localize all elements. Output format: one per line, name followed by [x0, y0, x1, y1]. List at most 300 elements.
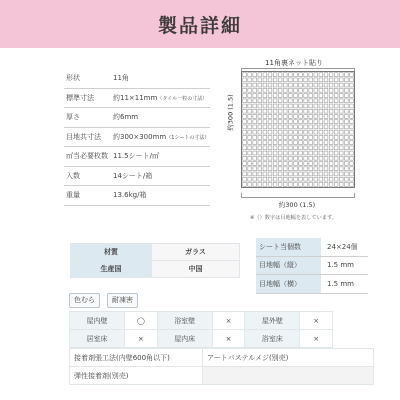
spec-value-text: 約300×300mm [113, 132, 167, 141]
tile-cell [314, 130, 318, 134]
tile-cell [329, 94, 333, 98]
usage-label: 屋内床 [157, 330, 212, 348]
tile-cell [324, 172, 328, 176]
tile-cell [243, 78, 247, 82]
sheet-value: 24×24個 [321, 238, 368, 256]
tile-cell [329, 177, 333, 181]
tile-cell [248, 99, 252, 103]
tile-cell [334, 73, 338, 77]
tile-cell [324, 120, 328, 124]
tile-cell [350, 182, 354, 186]
tile-cell [283, 120, 287, 124]
color-variation-tag: 色むら [69, 293, 100, 308]
tile-cell [248, 125, 252, 129]
tile-cell [319, 94, 323, 98]
tile-cell [314, 88, 318, 92]
tile-sheet-grid [241, 71, 355, 188]
tile-cell [309, 167, 313, 171]
spec-value-text: 約6mm [113, 113, 139, 122]
tile-cell [324, 78, 328, 82]
tile-cell [263, 78, 267, 82]
tile-cell [309, 99, 313, 103]
tile-cell [304, 78, 308, 82]
tile-cell [273, 125, 277, 129]
tile-cell [248, 162, 252, 166]
tile-cell [304, 172, 308, 176]
tile-cell [258, 135, 262, 139]
usage-mark: × [125, 330, 158, 348]
tile-cell [309, 151, 313, 155]
tile-cell [248, 94, 252, 98]
tile-cell [345, 135, 349, 139]
sheet-spec-table [256, 238, 368, 294]
tile-cell [309, 177, 313, 181]
tile-cell [334, 141, 338, 145]
tile-cell [345, 146, 349, 150]
tile-cell [289, 141, 293, 145]
tile-cell [329, 88, 333, 92]
title-banner [0, 0, 400, 48]
tile-cell [294, 151, 298, 155]
tile-cell [339, 135, 343, 139]
tile-cell [243, 73, 247, 77]
tile-cell [299, 78, 303, 82]
tile-cell [334, 115, 338, 119]
tile-cell [283, 99, 287, 103]
tile-cell [273, 109, 277, 113]
tile-cell [243, 151, 247, 155]
tile-cell [278, 83, 282, 87]
tile-cell [339, 141, 343, 145]
tile-cell [263, 104, 267, 108]
tile-cell [345, 115, 349, 119]
tile-cell [289, 146, 293, 150]
tile-cell [248, 115, 252, 119]
tile-cell [339, 83, 343, 87]
tile-cell [258, 177, 262, 181]
tile-cell [278, 182, 282, 186]
tile-cell [329, 104, 333, 108]
tile-cell [283, 109, 287, 113]
spec-label: 形状 [64, 69, 109, 88]
tile-cell [329, 156, 333, 160]
tile-cell [243, 109, 247, 113]
tile-cell [273, 146, 277, 150]
tile-cell [278, 156, 282, 160]
tile-cell [345, 104, 349, 108]
tile-cell [309, 182, 313, 186]
tile-cell [324, 94, 328, 98]
tile-cell [268, 141, 272, 145]
spec-value [109, 108, 210, 128]
tile-cell [309, 135, 313, 139]
tile-cell [319, 115, 323, 119]
material-row [71, 244, 240, 261]
spec-note: （1シートの寸法） [166, 134, 210, 141]
tile-cell [283, 167, 287, 171]
tile-cell [334, 135, 338, 139]
spec-value [109, 88, 210, 108]
tile-cell [339, 182, 343, 186]
tile-cell [304, 73, 308, 77]
tile-cell [314, 109, 318, 113]
tile-cell [350, 146, 354, 150]
tile-cell [309, 172, 313, 176]
tile-cell [294, 172, 298, 176]
usage-mark: × [300, 330, 333, 348]
tile-cell [345, 125, 349, 129]
tile-cell [319, 104, 323, 108]
sheet-label: シート当個数 [256, 238, 321, 256]
tile-cell [263, 167, 267, 171]
tile-cell [248, 172, 252, 176]
tile-cell [309, 156, 313, 160]
tile-cell [329, 135, 333, 139]
sheet-row [256, 238, 368, 256]
tile-cell [289, 182, 293, 186]
tile-cell [283, 182, 287, 186]
width-dimension-label: 約300 (1.5) [278, 201, 316, 209]
tile-cell [309, 109, 313, 113]
tile-cell [304, 83, 308, 87]
tile-cell [263, 146, 267, 150]
tile-cell [329, 151, 333, 155]
tile-cell [299, 99, 303, 103]
tile-cell [258, 115, 262, 119]
tile-cell [258, 94, 262, 98]
tile-cell [319, 78, 323, 82]
tile-cell [243, 130, 247, 134]
tile-cell [319, 130, 323, 134]
tile-cell [350, 99, 354, 103]
tile-cell [243, 115, 247, 119]
tile-cell [289, 125, 293, 129]
tile-cell [253, 182, 257, 186]
tile-cell [304, 120, 308, 124]
tile-cell [253, 109, 257, 113]
tile-cell [334, 156, 338, 160]
spec-label: 目地共寸法 [64, 127, 109, 147]
tile-cell [299, 104, 303, 108]
tile-cell [324, 109, 328, 113]
tile-cell [334, 120, 338, 124]
tile-cell [304, 141, 308, 145]
tile-cell [248, 177, 252, 181]
tile-cell [263, 109, 267, 113]
tile-cell [248, 83, 252, 87]
tile-cell [345, 172, 349, 176]
tile-cell [334, 177, 338, 181]
tile-cell [299, 177, 303, 181]
tile-cell [324, 88, 328, 92]
spec-row [64, 186, 210, 206]
tile-cell [304, 162, 308, 166]
tile-cell [283, 83, 287, 87]
tile-cell [350, 78, 354, 82]
sheet-value: 1.5 mm [321, 275, 368, 294]
tile-cell [314, 146, 318, 150]
tile-cell [289, 151, 293, 155]
tile-cell [268, 135, 272, 139]
tile-cell [263, 162, 267, 166]
sheet-label: 目地幅（縦） [256, 256, 321, 275]
installation-row [70, 367, 374, 385]
tile-cell [243, 104, 247, 108]
tile-cell [324, 182, 328, 186]
tile-cell [263, 177, 267, 181]
tile-cell [334, 172, 338, 176]
tile-cell [268, 182, 272, 186]
tile-cell [319, 172, 323, 176]
tile-cell [273, 172, 277, 176]
tile-cell [258, 78, 262, 82]
tile-cell [278, 167, 282, 171]
tile-cell [248, 78, 252, 82]
spec-value [109, 147, 210, 167]
tile-cell [314, 172, 318, 176]
tile-cell [339, 115, 343, 119]
tile-cell [324, 125, 328, 129]
tile-cell [345, 162, 349, 166]
tile-cell [263, 115, 267, 119]
tile-cell [329, 73, 333, 77]
tile-cell [278, 115, 282, 119]
tile-cell [299, 130, 303, 134]
tile-cell [304, 146, 308, 150]
tile-cell [324, 151, 328, 155]
spec-value [109, 127, 210, 147]
tile-cell [314, 104, 318, 108]
tile-cell [273, 182, 277, 186]
tile-cell [283, 88, 287, 92]
tile-cell [309, 73, 313, 77]
tile-cell [243, 141, 247, 145]
usage-mark: × [212, 312, 245, 330]
tile-cell [294, 167, 298, 171]
spec-row [64, 127, 210, 147]
usage-label: 屋外壁 [245, 312, 300, 330]
tile-cell [243, 172, 247, 176]
tile-cell [350, 115, 354, 119]
tile-cell [319, 88, 323, 92]
tile-cell [283, 73, 287, 77]
tile-cell [278, 109, 282, 113]
tile-cell [268, 109, 272, 113]
sheet-row [256, 275, 368, 294]
tile-cell [319, 109, 323, 113]
tile-cell [248, 167, 252, 171]
diagram-title: 11角裏ネット貼り [265, 59, 323, 67]
tile-cell [299, 120, 303, 124]
tile-cell [309, 125, 313, 129]
tile-cell [314, 120, 318, 124]
tile-cell [263, 135, 267, 139]
spec-value [109, 186, 210, 206]
tile-cell [294, 104, 298, 108]
tile-cell [268, 151, 272, 155]
tile-cell [319, 99, 323, 103]
tile-cell [350, 135, 354, 139]
tile-cell [273, 94, 277, 98]
usage-label: 居室床 [70, 330, 125, 348]
tile-cell [345, 73, 349, 77]
tile-cell [319, 177, 323, 181]
installation-row [70, 349, 374, 367]
tile-cell [345, 88, 349, 92]
tile-cell [334, 109, 338, 113]
tile-cell [248, 130, 252, 134]
tile-cell [289, 115, 293, 119]
tile-cell [283, 162, 287, 166]
tile-cell [253, 177, 257, 181]
usage-row [70, 330, 333, 348]
tile-cell [289, 83, 293, 87]
tile-cell [314, 151, 318, 155]
tile-cell [350, 177, 354, 181]
frost-resistance-tag: 耐凍害 [107, 293, 138, 308]
sheet-value: 1.5 mm [321, 256, 368, 275]
tile-cell [304, 115, 308, 119]
tile-cell [294, 141, 298, 145]
tile-cell [314, 78, 318, 82]
tile-cell [253, 73, 257, 77]
tile-cell [253, 151, 257, 155]
tile-cell [294, 94, 298, 98]
tile-cell [324, 73, 328, 77]
tile-cell [314, 177, 318, 181]
tile-cell [294, 83, 298, 87]
tile-cell [339, 94, 343, 98]
sheet-diagram [226, 58, 382, 238]
tile-cell [258, 83, 262, 87]
tile-cell [243, 156, 247, 160]
tile-cell [253, 94, 257, 98]
tile-cell [319, 73, 323, 77]
height-dimension-label: 約300 (1.5) [226, 94, 235, 131]
tile-cell [268, 120, 272, 124]
tile-cell [294, 156, 298, 160]
tile-cell [304, 156, 308, 160]
tile-cell [258, 109, 262, 113]
tile-cell [278, 99, 282, 103]
tile-cell [268, 156, 272, 160]
tile-cell [299, 151, 303, 155]
tile-cell [314, 73, 318, 77]
tile-cell [294, 146, 298, 150]
tile-cell [345, 120, 349, 124]
tile-cell [263, 99, 267, 103]
tile-cell [283, 177, 287, 181]
tile-cell [268, 162, 272, 166]
tile-cell [339, 73, 343, 77]
tile-cell [329, 167, 333, 171]
tile-grid-svg [242, 72, 354, 187]
tile-cell [253, 99, 257, 103]
tile-cell [263, 125, 267, 129]
spec-label: 入数 [64, 166, 109, 186]
tile-cell [319, 151, 323, 155]
tile-cell [299, 156, 303, 160]
tile-cell [294, 177, 298, 181]
tile-cell [294, 115, 298, 119]
tile-cell [268, 73, 272, 77]
tile-cell [319, 156, 323, 160]
tile-cell [329, 141, 333, 145]
tile-cell [319, 141, 323, 145]
tile-cell [263, 83, 267, 87]
tile-cell [248, 109, 252, 113]
material-label: 材質 [71, 244, 152, 261]
tile-cell [339, 156, 343, 160]
tile-cell [243, 162, 247, 166]
tile-cell [258, 182, 262, 186]
tile-cell [248, 135, 252, 139]
tile-cell [350, 104, 354, 108]
tile-cell [345, 94, 349, 98]
tile-cell [314, 167, 318, 171]
tile-cell [278, 125, 282, 129]
tile-cell [314, 141, 318, 145]
tile-cell [258, 172, 262, 176]
tile-cell [258, 120, 262, 124]
tile-cell [294, 182, 298, 186]
tile-cell [278, 120, 282, 124]
usage-table [69, 311, 333, 348]
tile-cell [350, 151, 354, 155]
spec-value-text: 約11×11mm [113, 93, 158, 102]
tile-cell [289, 135, 293, 139]
tile-cell [304, 167, 308, 171]
tile-cell [309, 94, 313, 98]
tile-cell [273, 130, 277, 134]
tile-cell [329, 115, 333, 119]
tile-cell [243, 88, 247, 92]
tile-cell [294, 109, 298, 113]
tile-cell [268, 99, 272, 103]
tile-cell [334, 94, 338, 98]
tile-cell [278, 141, 282, 145]
tile-cell [294, 162, 298, 166]
tile-cell [278, 88, 282, 92]
usage-mark: × [300, 312, 333, 330]
tile-cell [319, 167, 323, 171]
tile-cell [283, 104, 287, 108]
tile-cell [268, 83, 272, 87]
tile-cell [304, 182, 308, 186]
tile-cell [273, 135, 277, 139]
tile-cell [278, 177, 282, 181]
tile-cell [314, 156, 318, 160]
tile-cell [339, 125, 343, 129]
tile-cell [334, 167, 338, 171]
tile-cell [299, 182, 303, 186]
tile-cell [278, 172, 282, 176]
tile-cell [334, 125, 338, 129]
tile-cell [329, 83, 333, 87]
tile-cell [283, 146, 287, 150]
spec-table [64, 69, 210, 206]
tile-cell [253, 115, 257, 119]
tile-cell [273, 141, 277, 145]
tile-cell [248, 182, 252, 186]
tile-cell [299, 135, 303, 139]
tile-cell [339, 130, 343, 134]
tile-cell [268, 130, 272, 134]
tile-cell [329, 162, 333, 166]
tile-cell [319, 182, 323, 186]
spec-label: 標準寸法 [64, 88, 109, 108]
tile-cell [278, 162, 282, 166]
